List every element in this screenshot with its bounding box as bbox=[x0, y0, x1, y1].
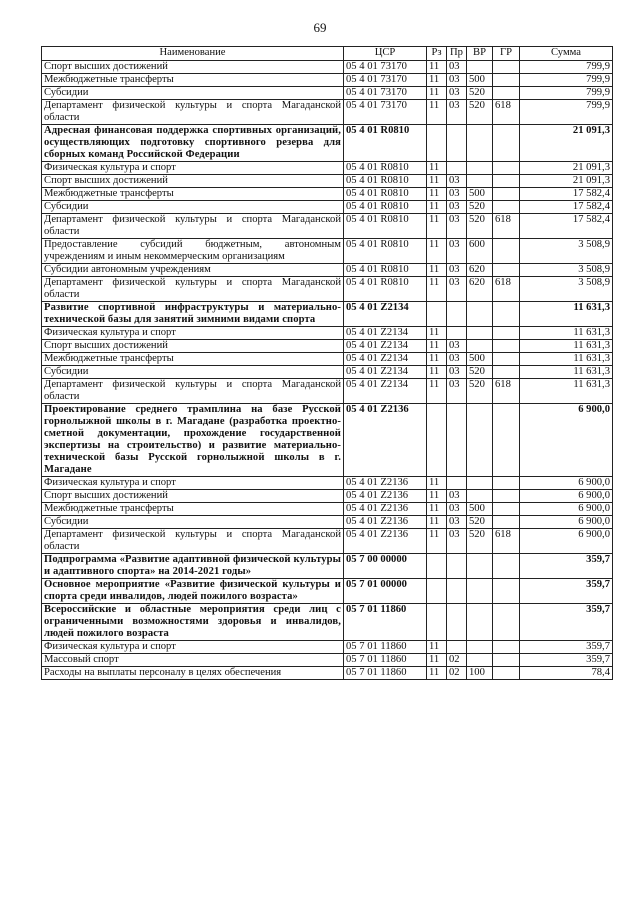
row-vr bbox=[467, 125, 493, 162]
row-pr: 03 bbox=[447, 74, 467, 87]
table-row bbox=[42, 667, 613, 680]
row-name: Расходы на выплаты персоналу в целях обеспечения bbox=[42, 667, 344, 680]
row-pr: 03 bbox=[447, 353, 467, 366]
row-vr bbox=[467, 162, 493, 175]
row-vr: 520 bbox=[467, 87, 493, 100]
row-csr: 05 4 01 R0810 bbox=[344, 175, 427, 188]
row-rz: 11 bbox=[427, 641, 447, 654]
row-pr bbox=[447, 162, 467, 175]
row-pr bbox=[447, 125, 467, 162]
row-name: Субсидии bbox=[42, 366, 344, 379]
row-sum: 21 091,3 bbox=[520, 125, 613, 162]
row-pr bbox=[447, 404, 467, 477]
row-name: Спорт высших достижений bbox=[42, 61, 344, 74]
row-csr: 05 4 01 R0810 bbox=[344, 277, 427, 302]
row-sum: 11 631,3 bbox=[520, 366, 613, 379]
row-name: Спорт высших достижений bbox=[42, 340, 344, 353]
row-sum: 6 900,0 bbox=[520, 477, 613, 490]
table-row bbox=[42, 87, 613, 100]
row-pr: 03 bbox=[447, 503, 467, 516]
row-sum: 3 508,9 bbox=[520, 264, 613, 277]
row-pr: 03 bbox=[447, 516, 467, 529]
row-pr: 03 bbox=[447, 529, 467, 554]
row-vr bbox=[467, 654, 493, 667]
row-csr: 05 4 01 Z2134 bbox=[344, 340, 427, 353]
row-gr: 618 bbox=[493, 379, 520, 404]
row-rz: 11 bbox=[427, 264, 447, 277]
row-vr: 500 bbox=[467, 353, 493, 366]
row-pr: 03 bbox=[447, 340, 467, 353]
header-rz: Рз bbox=[427, 47, 447, 61]
row-rz bbox=[427, 302, 447, 327]
row-name: Всероссийские и областные мероприятия среди лиц с ограниченными возможностями здоровья и инвалидов, людей пожилого возраста bbox=[42, 604, 344, 641]
table-row bbox=[42, 214, 613, 239]
row-sum: 359,7 bbox=[520, 604, 613, 641]
row-rz: 11 bbox=[427, 654, 447, 667]
table-row bbox=[42, 604, 613, 641]
row-name: Проектирование среднего трамплина на базе Русской горнолыжной школы в г. Магадане (разработка проектно-сметной документации, прохождение государственной экспертизы на строительство) и развитие материально-технической базы Русской горнолыжной школы в г. Магадане bbox=[42, 404, 344, 477]
header-gr: ГР bbox=[493, 47, 520, 61]
row-name: Физическая культура и спорт bbox=[42, 641, 344, 654]
row-gr bbox=[493, 654, 520, 667]
row-sum: 6 900,0 bbox=[520, 404, 613, 477]
row-name: Развитие спортивной инфраструктуры и материально-технической базы для занятий зимними видами спорта bbox=[42, 302, 344, 327]
row-pr: 03 bbox=[447, 490, 467, 503]
header-vr: ВР bbox=[467, 47, 493, 61]
row-vr: 520 bbox=[467, 529, 493, 554]
page-number: 69 bbox=[313, 20, 327, 35]
row-name: Департамент физической культуры и спорта Магаданской области bbox=[42, 100, 344, 125]
row-gr bbox=[493, 353, 520, 366]
header-name: Наименование bbox=[42, 47, 344, 61]
row-vr: 520 bbox=[467, 516, 493, 529]
row-sum: 3 508,9 bbox=[520, 277, 613, 302]
row-csr: 05 7 00 00000 bbox=[344, 554, 427, 579]
table-row bbox=[42, 353, 613, 366]
row-pr: 03 bbox=[447, 188, 467, 201]
row-vr bbox=[467, 579, 493, 604]
table-row bbox=[42, 162, 613, 175]
row-rz bbox=[427, 404, 447, 477]
row-pr: 03 bbox=[447, 87, 467, 100]
table-row bbox=[42, 340, 613, 353]
row-vr: 620 bbox=[467, 264, 493, 277]
row-vr bbox=[467, 61, 493, 74]
row-sum: 799,9 bbox=[520, 74, 613, 87]
row-name: Основное мероприятие «Развитие физической культуры и спорта среди инвалидов, людей пожилого возраста» bbox=[42, 579, 344, 604]
row-vr bbox=[467, 327, 493, 340]
row-sum: 17 582,4 bbox=[520, 214, 613, 239]
table-row bbox=[42, 61, 613, 74]
row-vr: 500 bbox=[467, 188, 493, 201]
row-sum: 21 091,3 bbox=[520, 175, 613, 188]
row-name: Подпрограмма «Развитие адаптивной физической культуры и адаптивного спорта» на 2014-2021 годы» bbox=[42, 554, 344, 579]
row-gr: 618 bbox=[493, 529, 520, 554]
row-name: Субсидии автономным учреждениям bbox=[42, 264, 344, 277]
row-name: Физическая культура и спорт bbox=[42, 162, 344, 175]
row-pr bbox=[447, 554, 467, 579]
row-csr: 05 4 01 R0810 bbox=[344, 214, 427, 239]
table-row bbox=[42, 554, 613, 579]
row-vr bbox=[467, 302, 493, 327]
table-row bbox=[42, 641, 613, 654]
table-row bbox=[42, 529, 613, 554]
row-sum: 11 631,3 bbox=[520, 353, 613, 366]
row-csr: 05 4 01 R0810 bbox=[344, 201, 427, 214]
row-sum: 6 900,0 bbox=[520, 516, 613, 529]
row-gr: 618 bbox=[493, 100, 520, 125]
row-sum: 359,7 bbox=[520, 654, 613, 667]
row-sum: 359,7 bbox=[520, 641, 613, 654]
table-row bbox=[42, 100, 613, 125]
budget-table bbox=[41, 46, 613, 680]
row-vr bbox=[467, 477, 493, 490]
table-row bbox=[42, 477, 613, 490]
table-row bbox=[42, 516, 613, 529]
row-rz: 11 bbox=[427, 175, 447, 188]
row-name: Межбюджетные трансферты bbox=[42, 353, 344, 366]
row-rz: 11 bbox=[427, 327, 447, 340]
row-name: Межбюджетные трансферты bbox=[42, 503, 344, 516]
table-row bbox=[42, 201, 613, 214]
row-name: Массовый спорт bbox=[42, 654, 344, 667]
row-rz: 11 bbox=[427, 503, 447, 516]
row-sum: 6 900,0 bbox=[520, 503, 613, 516]
row-name: Физическая культура и спорт bbox=[42, 327, 344, 340]
row-gr bbox=[493, 503, 520, 516]
row-rz: 11 bbox=[427, 277, 447, 302]
row-gr bbox=[493, 477, 520, 490]
row-gr bbox=[493, 239, 520, 264]
row-rz: 11 bbox=[427, 353, 447, 366]
row-rz: 11 bbox=[427, 340, 447, 353]
row-sum: 6 900,0 bbox=[520, 490, 613, 503]
row-name: Субсидии bbox=[42, 201, 344, 214]
row-gr bbox=[493, 490, 520, 503]
row-sum: 799,9 bbox=[520, 100, 613, 125]
row-gr bbox=[493, 604, 520, 641]
row-csr: 05 4 01 Z2136 bbox=[344, 490, 427, 503]
row-vr bbox=[467, 175, 493, 188]
table-row bbox=[42, 175, 613, 188]
row-pr: 03 bbox=[447, 277, 467, 302]
row-pr bbox=[447, 302, 467, 327]
row-vr: 520 bbox=[467, 379, 493, 404]
row-pr: 03 bbox=[447, 366, 467, 379]
row-vr: 500 bbox=[467, 74, 493, 87]
row-gr bbox=[493, 264, 520, 277]
row-name: Физическая культура и спорт bbox=[42, 477, 344, 490]
row-gr bbox=[493, 201, 520, 214]
header-sum: Сумма bbox=[520, 47, 613, 61]
row-csr: 05 7 01 11860 bbox=[344, 654, 427, 667]
table-row bbox=[42, 302, 613, 327]
row-vr: 500 bbox=[467, 503, 493, 516]
row-sum: 11 631,3 bbox=[520, 327, 613, 340]
row-pr bbox=[447, 579, 467, 604]
row-rz: 11 bbox=[427, 379, 447, 404]
row-gr bbox=[493, 302, 520, 327]
row-pr: 03 bbox=[447, 61, 467, 74]
row-csr: 05 7 01 11860 bbox=[344, 604, 427, 641]
table-row bbox=[42, 239, 613, 264]
row-gr bbox=[493, 61, 520, 74]
row-vr bbox=[467, 404, 493, 477]
row-pr: 03 bbox=[447, 264, 467, 277]
row-gr bbox=[493, 667, 520, 680]
row-csr: 05 4 01 R0810 bbox=[344, 264, 427, 277]
row-gr bbox=[493, 175, 520, 188]
row-pr: 03 bbox=[447, 379, 467, 404]
row-vr bbox=[467, 641, 493, 654]
row-rz: 11 bbox=[427, 188, 447, 201]
row-rz bbox=[427, 554, 447, 579]
row-csr: 05 4 01 Z2136 bbox=[344, 477, 427, 490]
row-rz bbox=[427, 604, 447, 641]
table-row bbox=[42, 277, 613, 302]
row-vr bbox=[467, 604, 493, 641]
row-sum: 17 582,4 bbox=[520, 188, 613, 201]
row-csr: 05 4 01 Z2136 bbox=[344, 404, 427, 477]
row-rz bbox=[427, 125, 447, 162]
row-sum: 3 508,9 bbox=[520, 239, 613, 264]
row-rz: 11 bbox=[427, 239, 447, 264]
row-name: Межбюджетные трансферты bbox=[42, 74, 344, 87]
row-sum: 11 631,3 bbox=[520, 302, 613, 327]
row-pr: 02 bbox=[447, 654, 467, 667]
row-rz: 11 bbox=[427, 490, 447, 503]
row-csr: 05 4 01 R0810 bbox=[344, 188, 427, 201]
row-csr: 05 4 01 Z2136 bbox=[344, 503, 427, 516]
row-csr: 05 4 01 R0810 bbox=[344, 125, 427, 162]
row-sum: 359,7 bbox=[520, 554, 613, 579]
table-row bbox=[42, 74, 613, 87]
row-vr bbox=[467, 554, 493, 579]
row-pr bbox=[447, 604, 467, 641]
table-row bbox=[42, 379, 613, 404]
row-gr bbox=[493, 404, 520, 477]
row-pr: 03 bbox=[447, 239, 467, 264]
row-csr: 05 4 01 Z2134 bbox=[344, 353, 427, 366]
table-row bbox=[42, 327, 613, 340]
row-gr bbox=[493, 340, 520, 353]
row-name: Спорт высших достижений bbox=[42, 490, 344, 503]
row-rz: 11 bbox=[427, 516, 447, 529]
row-rz: 11 bbox=[427, 214, 447, 239]
row-gr bbox=[493, 188, 520, 201]
row-rz: 11 bbox=[427, 201, 447, 214]
row-csr: 05 4 01 73170 bbox=[344, 100, 427, 125]
row-rz: 11 bbox=[427, 61, 447, 74]
row-vr: 600 bbox=[467, 239, 493, 264]
row-gr bbox=[493, 579, 520, 604]
row-csr: 05 4 01 R0810 bbox=[344, 162, 427, 175]
row-csr: 05 4 01 Z2134 bbox=[344, 379, 427, 404]
row-sum: 17 582,4 bbox=[520, 201, 613, 214]
row-gr bbox=[493, 366, 520, 379]
row-csr: 05 7 01 11860 bbox=[344, 667, 427, 680]
row-gr: 618 bbox=[493, 277, 520, 302]
table-row bbox=[42, 579, 613, 604]
table-row bbox=[42, 188, 613, 201]
row-csr: 05 4 01 Z2134 bbox=[344, 302, 427, 327]
header-pr: Пр bbox=[447, 47, 467, 61]
row-gr: 618 bbox=[493, 214, 520, 239]
row-rz: 11 bbox=[427, 477, 447, 490]
row-csr: 05 7 01 00000 bbox=[344, 579, 427, 604]
row-name: Адресная финансовая поддержка спортивных организаций, осуществляющих подготовку спортивного резерва для сборных команд Российской Федерации bbox=[42, 125, 344, 162]
row-vr: 620 bbox=[467, 277, 493, 302]
row-rz: 11 bbox=[427, 74, 447, 87]
row-csr: 05 4 01 Z2134 bbox=[344, 327, 427, 340]
row-pr: 03 bbox=[447, 214, 467, 239]
row-gr bbox=[493, 87, 520, 100]
header-csr: ЦСР bbox=[344, 47, 427, 61]
row-csr: 05 7 01 11860 bbox=[344, 641, 427, 654]
row-sum: 6 900,0 bbox=[520, 529, 613, 554]
row-name: Департамент физической культуры и спорта Магаданской области bbox=[42, 379, 344, 404]
row-gr bbox=[493, 516, 520, 529]
row-sum: 11 631,3 bbox=[520, 340, 613, 353]
row-sum: 359,7 bbox=[520, 579, 613, 604]
row-pr: 03 bbox=[447, 100, 467, 125]
row-name: Предоставление субсидий бюджетным, автономным учреждениям и иным некоммерческим организациям bbox=[42, 239, 344, 264]
row-name: Департамент физической культуры и спорта Магаданской области bbox=[42, 529, 344, 554]
table-row bbox=[42, 654, 613, 667]
row-name: Субсидии bbox=[42, 87, 344, 100]
row-pr: 02 bbox=[447, 667, 467, 680]
row-rz: 11 bbox=[427, 667, 447, 680]
row-vr: 520 bbox=[467, 201, 493, 214]
row-vr: 520 bbox=[467, 214, 493, 239]
row-name: Межбюджетные трансферты bbox=[42, 188, 344, 201]
row-vr: 100 bbox=[467, 667, 493, 680]
row-csr: 05 4 01 Z2136 bbox=[344, 516, 427, 529]
row-csr: 05 4 01 73170 bbox=[344, 61, 427, 74]
row-vr bbox=[467, 340, 493, 353]
row-gr bbox=[493, 125, 520, 162]
row-name: Субсидии bbox=[42, 516, 344, 529]
row-sum: 799,9 bbox=[520, 61, 613, 74]
row-rz: 11 bbox=[427, 529, 447, 554]
row-pr bbox=[447, 327, 467, 340]
row-gr bbox=[493, 162, 520, 175]
row-pr bbox=[447, 641, 467, 654]
row-gr bbox=[493, 641, 520, 654]
row-rz bbox=[427, 579, 447, 604]
row-rz: 11 bbox=[427, 162, 447, 175]
table-row bbox=[42, 503, 613, 516]
row-pr bbox=[447, 477, 467, 490]
row-vr: 520 bbox=[467, 100, 493, 125]
table-row bbox=[42, 404, 613, 477]
row-pr: 03 bbox=[447, 175, 467, 188]
row-sum: 78,4 bbox=[520, 667, 613, 680]
row-csr: 05 4 01 73170 bbox=[344, 87, 427, 100]
table-row bbox=[42, 264, 613, 277]
row-csr: 05 4 01 Z2136 bbox=[344, 529, 427, 554]
header-row bbox=[42, 47, 613, 61]
row-vr: 520 bbox=[467, 366, 493, 379]
row-pr: 03 bbox=[447, 201, 467, 214]
row-csr: 05 4 01 73170 bbox=[344, 74, 427, 87]
row-csr: 05 4 01 Z2134 bbox=[344, 366, 427, 379]
row-rz: 11 bbox=[427, 100, 447, 125]
table-row bbox=[42, 490, 613, 503]
row-gr bbox=[493, 74, 520, 87]
row-name: Департамент физической культуры и спорта Магаданской области bbox=[42, 214, 344, 239]
row-vr bbox=[467, 490, 493, 503]
row-sum: 21 091,3 bbox=[520, 162, 613, 175]
row-gr bbox=[493, 327, 520, 340]
row-name: Департамент физической культуры и спорта Магаданской области bbox=[42, 277, 344, 302]
row-rz: 11 bbox=[427, 366, 447, 379]
row-csr: 05 4 01 R0810 bbox=[344, 239, 427, 264]
table-row bbox=[42, 366, 613, 379]
row-sum: 799,9 bbox=[520, 87, 613, 100]
row-sum: 11 631,3 bbox=[520, 379, 613, 404]
row-name: Спорт высших достижений bbox=[42, 175, 344, 188]
row-rz: 11 bbox=[427, 87, 447, 100]
row-gr bbox=[493, 554, 520, 579]
table-row bbox=[42, 125, 613, 162]
